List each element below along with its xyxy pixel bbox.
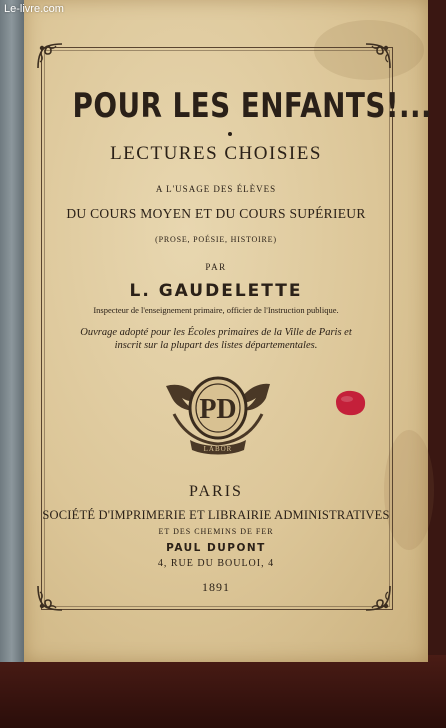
publisher-emblem-icon [160,372,276,460]
imprint-publisher: SOCIÉTÉ D'IMPRIMERIE ET LIBRAIRIE ADMINISTRATIVES [42,508,390,522]
by-label: PAR [205,262,227,272]
courses-line: DU COURS MOYEN ET DU COURS SUPÉRIEUR [66,206,366,221]
author-name: L. GAUDELETTE [129,281,303,301]
emblem-monogram: PD [199,394,237,425]
imprint-railways: ET DES CHEMINS DE FER [158,527,274,536]
book-spine [0,0,26,662]
adoption-note-line: Ouvrage adopté pour les Écoles primaires de la Ville de Paris et [80,327,352,338]
author-title: Inspecteur de l'enseignement primaire, officier de l'Instruction publique. [93,305,339,315]
book-title: POUR LES ENFANTS!... [72,86,432,126]
corner-ornament-icon [34,40,66,72]
site-watermark: Le-livre.com [4,3,64,15]
wax-seal-stamp [332,388,368,418]
imprint-city: PARIS [189,483,243,500]
table-background [0,655,446,728]
corner-ornament-icon [362,40,394,72]
book-subtitle: LECTURES CHOISIES [110,143,322,164]
adoption-note-line: inscrit sur la plupart des listes départementales. [114,340,318,351]
topics-line: (PROSE, POÉSIE, HISTOIRE) [155,235,277,244]
imprint-owner: PAUL DUPONT [166,542,266,554]
imprint-address: 4, RUE DU BOULOI, 4 [157,558,275,569]
publication-year: 1891 [202,580,230,594]
usage-line: A L'USAGE DES ÉLÈVES [155,184,277,194]
adoption-note [41,326,391,352]
emblem-banner: LABOR [203,445,233,453]
title-ornament-dot [228,132,232,136]
